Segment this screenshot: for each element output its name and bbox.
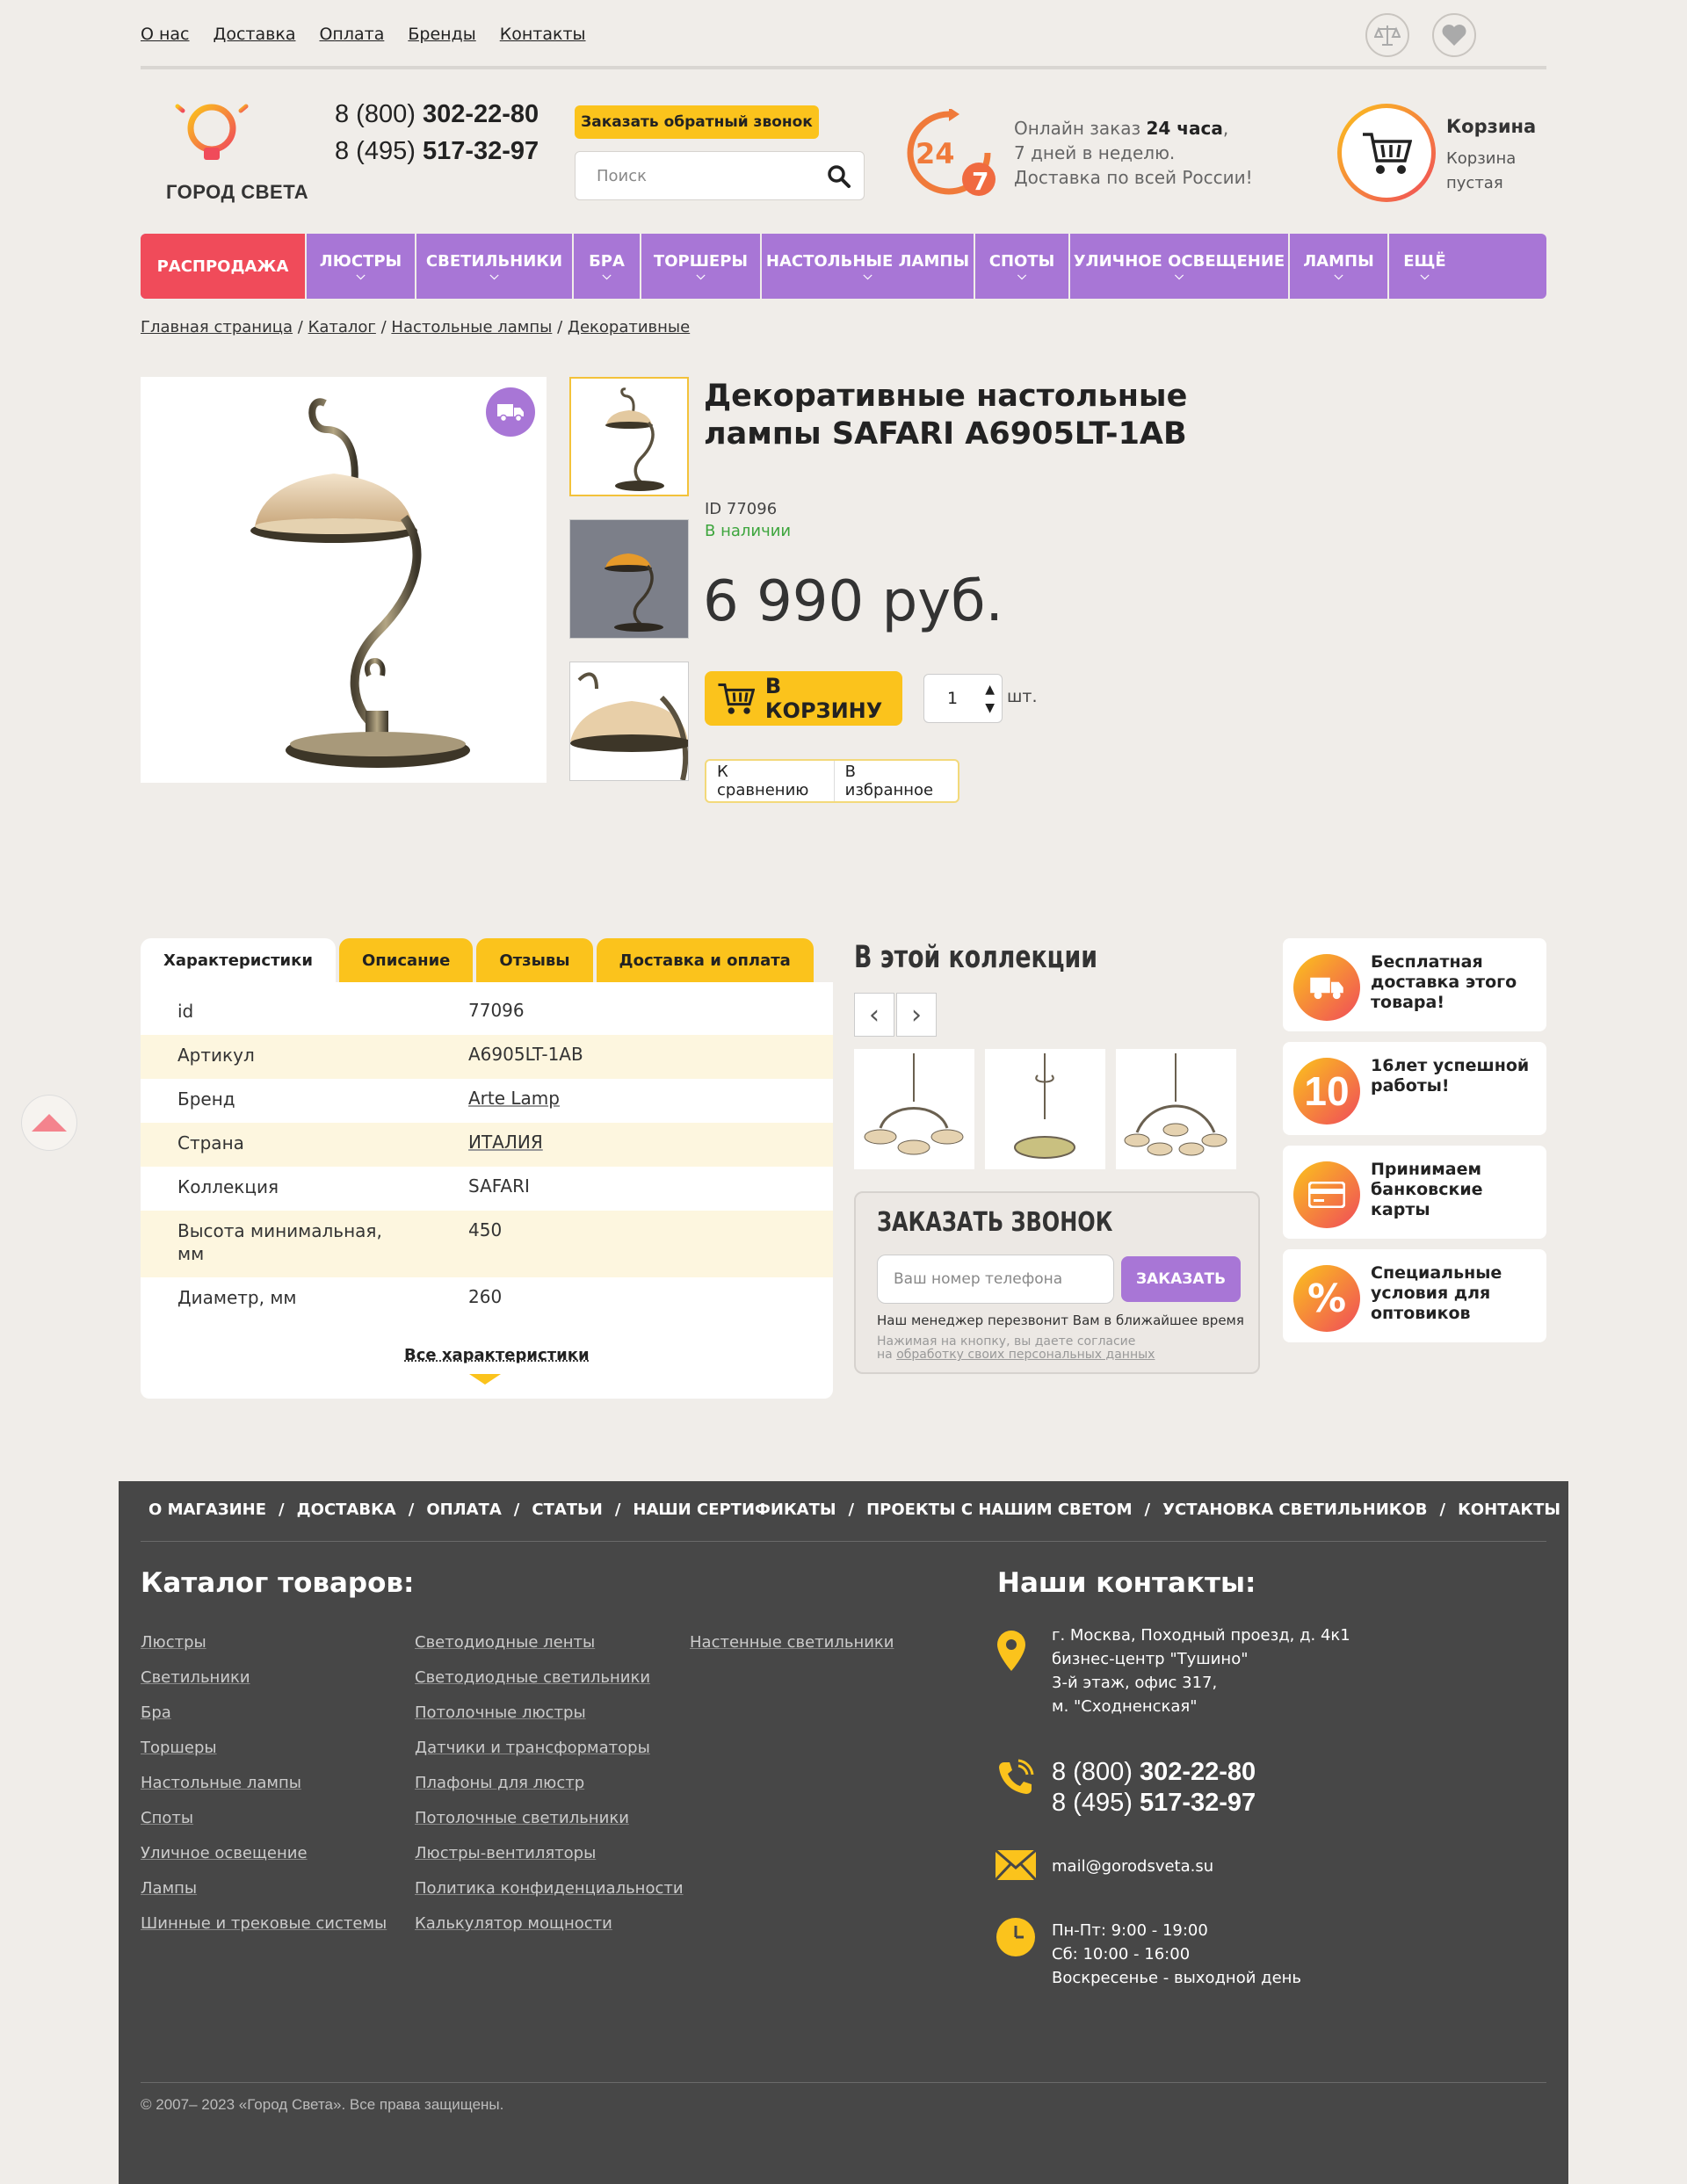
catalog-link[interactable]: Шинные и трековые системы: [141, 1914, 387, 1933]
header-phone-1[interactable]: 8 (800) 302-22-80: [335, 100, 539, 128]
svg-text:7: 7: [972, 167, 989, 196]
svg-text:24: 24: [916, 137, 955, 170]
cart-icon: [717, 681, 755, 716]
cart-icon: [1361, 129, 1412, 177]
phone-icon: [996, 1759, 1034, 1801]
nav-table-lamps[interactable]: НАСТОЛЬНЫЕ ЛАМПЫ ⌵: [762, 234, 975, 299]
search-input[interactable]: [575, 151, 865, 200]
footer-nav-certificates[interactable]: НАШИ СЕРТИФИКАТЫ: [633, 1501, 836, 1519]
footer-nav: О МАГАЗИНЕ / ДОСТАВКА / ОПЛАТА / СТАТЬИ / НАШИ СЕРТИФИКАТЫ / ПРОЕКТЫ С НАШИМ СВЕТОМ / УСТАНОВКА СВЕТИЛЬНИКОВ / КОНТАКТЫ: [148, 1501, 1561, 1519]
chevron-down-icon: ⌵: [863, 269, 872, 283]
header-phone-2[interactable]: 8 (495) 517-32-97: [335, 137, 539, 165]
product-price: 6 990 руб.: [703, 569, 1003, 634]
qty-up-icon[interactable]: ▲: [985, 683, 995, 697]
characteristics-table: [141, 982, 833, 1399]
top-nav-contacts[interactable]: Контакты: [499, 25, 586, 44]
carousel-next-icon[interactable]: ›: [896, 993, 937, 1037]
catalog-link[interactable]: Споты: [141, 1809, 194, 1827]
percent-icon: %: [1293, 1265, 1360, 1332]
card-icon: [1293, 1161, 1360, 1228]
catalog-col-3: [690, 1625, 894, 1660]
catalog-link[interactable]: Настольные лампы: [141, 1774, 301, 1792]
chevron-down-icon: ⌵: [1420, 269, 1430, 283]
mail-icon: [996, 1850, 1036, 1884]
order-call-title: ЗАКАЗАТЬ ЗВОНОК: [877, 1207, 1113, 1238]
nav-spots[interactable]: СПОТЫ ⌵: [975, 234, 1070, 299]
top-nav-delivery[interactable]: Доставка: [213, 25, 296, 44]
product-thumbnail-1[interactable]: [569, 377, 689, 496]
table-lamp-image: [141, 377, 547, 783]
phone-input-placeholder: Ваш номер телефона: [894, 1270, 1063, 1288]
favorites-heart-icon[interactable]: [1432, 13, 1476, 57]
compare-favorite-group: [705, 759, 959, 803]
footer-divider-bottom: [141, 2082, 1546, 2083]
product-id: ID 77096: [705, 500, 778, 518]
add-to-cart-label: В КОРЗИНУ: [764, 674, 883, 723]
footer-nav-installation[interactable]: УСТАНОВКА СВЕТИЛЬНИКОВ: [1162, 1501, 1428, 1519]
catalog-link[interactable]: Светодиодные светильники: [415, 1668, 651, 1687]
location-pin-icon: [996, 1629, 1027, 1676]
product-main-image[interactable]: [141, 377, 547, 783]
chevron-down-icon: ⌵: [356, 269, 366, 283]
footer-divider: [141, 1541, 1546, 1542]
footer-nav-payment[interactable]: ОПЛАТА: [426, 1501, 502, 1519]
logo[interactable]: [163, 97, 260, 170]
privacy-link[interactable]: обработку своих персональных данных: [896, 1348, 1155, 1362]
add-to-favorites-button[interactable]: В избранное: [844, 763, 934, 799]
footer-nav-delivery[interactable]: ДОСТАВКА: [296, 1501, 396, 1519]
table-row: Коллекция SAFARI: [177, 1175, 530, 1197]
contacts-title: Наши контакты:: [997, 1567, 1256, 1599]
catalog-link[interactable]: Светодиодные ленты: [415, 1633, 596, 1652]
tab-description[interactable]: Описание: [339, 938, 473, 982]
search-icon[interactable]: [827, 164, 851, 189]
service-info: Онлайн заказ 24 часа, 7 дней в неделю. Доставка по всей России!: [1014, 118, 1253, 188]
nav-more[interactable]: ЕЩЁ ⌵: [1403, 251, 1446, 283]
copyright: © 2007– 2023 «Город Света». Все права защищены.: [141, 2096, 504, 2113]
all-characteristics-link[interactable]: Все характеристики: [404, 1346, 590, 1364]
clock-icon: [996, 1917, 1036, 1961]
product-thumbnail-2[interactable]: [569, 519, 689, 639]
chevron-down-icon: ⌵: [602, 269, 612, 283]
add-to-cart-button[interactable]: [705, 671, 902, 726]
order-call-button[interactable]: ЗАКАЗАТЬ: [1121, 1256, 1241, 1302]
catalog-link[interactable]: Светильники: [141, 1668, 250, 1687]
nav-bulbs[interactable]: ЛАМПЫ ⌵: [1290, 234, 1389, 299]
nav-chandeliers[interactable]: ЛЮСТРЫ ⌵: [307, 234, 416, 299]
table-row: Высота минимальная, мм 450: [141, 1211, 833, 1277]
catalog-link[interactable]: Датчики и трансформаторы: [415, 1739, 650, 1757]
top-nav-brands[interactable]: Бренды: [408, 25, 476, 44]
nav-sconces[interactable]: БРА ⌵: [574, 234, 641, 299]
product-title: Декоративные настольные лампы SAFARI A6905LT-1AB: [704, 379, 1188, 452]
compare-scales-icon[interactable]: [1365, 13, 1409, 57]
footer-phones: [1052, 1757, 1256, 1819]
quantity-value: 1: [947, 689, 959, 708]
collection-title: В этой коллекции: [854, 940, 1098, 975]
footer-nav-projects[interactable]: ПРОЕКТЫ С НАШИМ СВЕТОМ: [866, 1501, 1133, 1519]
chevron-down-icon: ⌵: [1017, 269, 1026, 283]
catalog-link[interactable]: Лампы: [141, 1879, 198, 1898]
nav-floor-lamps[interactable]: ТОРШЕРЫ ⌵: [641, 234, 762, 299]
catalog-link[interactable]: Уличное освещение: [141, 1844, 308, 1862]
chevron-down-icon: ⌵: [1175, 269, 1184, 283]
address: г. Москва, Походный проезд, д. 4к1 бизнес-центр "Тушино" 3-й этаж, офис 317, м. "Сходненская": [1052, 1626, 1350, 1716]
table-row: id 77096: [177, 1000, 525, 1022]
catalog-link[interactable]: Люстры: [141, 1633, 206, 1652]
cart-button[interactable]: [1337, 104, 1436, 202]
table-row: Диаметр, мм 260: [177, 1286, 503, 1308]
table-row: Бренд Arte Lamp: [177, 1088, 560, 1110]
add-to-compare-button[interactable]: К сравнению: [706, 761, 835, 801]
logo-text: ГОРОД СВЕТА: [166, 181, 309, 203]
advantage-bank-cards: Принимаем банковские карты: [1283, 1146, 1546, 1239]
chevron-down-icon: ⌵: [1334, 269, 1343, 283]
email-link[interactable]: mail@gorodsveta.su: [1052, 1857, 1214, 1876]
phone-input[interactable]: [877, 1255, 1114, 1304]
quantity-unit: шт.: [1007, 687, 1038, 706]
header-divider: [141, 66, 1546, 69]
top-nav-payment[interactable]: Оплата: [319, 25, 385, 44]
consent-text: Нажимая на кнопку, вы даете согласие на обработку своих персональных данных: [877, 1334, 1155, 1362]
footer-nav-contacts[interactable]: КОНТАКТЫ: [1458, 1501, 1561, 1519]
nav-outdoor-lighting[interactable]: УЛИЧНОЕ ОСВЕЩЕНИЕ ⌵: [1070, 234, 1290, 299]
catalog-col-1: [141, 1625, 387, 1942]
ten-years-icon: 10: [1293, 1058, 1360, 1125]
catalog-link[interactable]: Бра: [141, 1703, 171, 1722]
carousel-prev-icon[interactable]: ‹: [854, 993, 894, 1037]
cart-status: Корзина пустая: [1446, 149, 1517, 192]
chevron-down-icon: ⌵: [696, 269, 706, 283]
collection-item-1[interactable]: [854, 1049, 974, 1169]
footer-nav-about[interactable]: О МАГАЗИНЕ: [148, 1501, 267, 1519]
nav-lamps-fixtures[interactable]: СВЕТИЛЬНИКИ ⌵: [416, 234, 574, 299]
advantage-wholesale: % Специальные условия для оптовиков: [1283, 1249, 1546, 1342]
truck-icon: [1293, 954, 1360, 1021]
breadcrumb-catalog[interactable]: Каталог: [308, 318, 376, 336]
catalog-link[interactable]: Торшеры: [141, 1739, 217, 1757]
breadcrumb-table-lamps[interactable]: Настольные лампы: [391, 318, 553, 336]
arrow-up-icon: [32, 1114, 67, 1132]
breadcrumb-home[interactable]: Главная страница: [141, 318, 293, 336]
breadcrumb-decorative[interactable]: Декоративные: [567, 318, 691, 336]
stock-status: В наличии: [705, 522, 792, 540]
product-tabs: [141, 938, 814, 982]
qty-down-icon[interactable]: ▼: [985, 701, 995, 715]
catalog-link[interactable]: Настенные светильники: [690, 1633, 894, 1652]
catalog-title: Каталог товаров:: [141, 1567, 415, 1599]
footer-phone-1[interactable]: 8 (800) 302-22-80: [1052, 1758, 1256, 1786]
footer-nav-articles[interactable]: СТАТЬИ: [532, 1501, 603, 1519]
order-call-form: [854, 1191, 1260, 1374]
tab-delivery-payment[interactable]: Доставка и оплата: [597, 938, 814, 982]
top-nav-about[interactable]: О нас: [141, 25, 190, 44]
24-7-icon: [905, 109, 1002, 202]
scroll-to-top-button[interactable]: [21, 1095, 77, 1151]
delivery-truck-icon: [486, 387, 535, 437]
brand-link[interactable]: Arte Lamp: [468, 1088, 560, 1109]
logo-bulb-icon: [163, 97, 260, 167]
table-row: Страна ИТАЛИЯ: [141, 1123, 833, 1167]
cart-title[interactable]: Корзина: [1446, 116, 1537, 137]
order-call-note: Наш менеджер перезвонит Вам в ближайшее время: [877, 1313, 1244, 1328]
advantage-experience: 10 16лет успешной работы!: [1283, 1042, 1546, 1135]
tab-reviews[interactable]: Отзывы: [476, 938, 592, 982]
catalog-link[interactable]: Потолочные светильники: [415, 1809, 629, 1827]
catalog-link[interactable]: Политика конфиденциальности: [415, 1879, 684, 1898]
catalog-link[interactable]: Плафоны для люстр: [415, 1774, 585, 1792]
table-row: Артикул A6905LT-1AB: [141, 1035, 833, 1079]
working-hours: Пн-Пт: 9:00 - 19:00 Сб: 10:00 - 16:00 Воскресенье - выходной день: [1052, 1921, 1302, 1987]
expand-arrow-icon[interactable]: [469, 1374, 501, 1385]
advantage-free-delivery: Бесплатная доставка этого товара!: [1283, 938, 1546, 1031]
product-thumbnail-3[interactable]: [569, 662, 689, 781]
nav-sale[interactable]: РАСПРОДАЖА: [141, 234, 307, 299]
chevron-down-icon: ⌵: [489, 269, 499, 283]
footer-phone-2[interactable]: 8 (495) 517-32-97: [1052, 1789, 1256, 1817]
tab-characteristics[interactable]: Характеристики: [141, 938, 336, 982]
quantity-stepper[interactable]: [923, 674, 1003, 723]
country-link[interactable]: ИТАЛИЯ: [468, 1132, 543, 1153]
catalog-link[interactable]: Люстры-вентиляторы: [415, 1844, 597, 1862]
collection-item-2[interactable]: [985, 1049, 1105, 1169]
catalog-link[interactable]: Калькулятор мощности: [415, 1914, 612, 1933]
top-nav: [141, 25, 586, 44]
main-nav: [141, 234, 1546, 299]
footer: [119, 1481, 1568, 2184]
breadcrumb: Главная страница / Каталог / Настольные лампы / Декоративные: [141, 318, 691, 336]
catalog-col-2: [415, 1625, 684, 1942]
catalog-link[interactable]: Потолочные люстры: [415, 1703, 586, 1722]
callback-button[interactable]: Заказать обратный звонок: [575, 105, 819, 139]
search-placeholder: Поиск: [597, 166, 648, 185]
collection-item-3[interactable]: [1116, 1049, 1236, 1169]
